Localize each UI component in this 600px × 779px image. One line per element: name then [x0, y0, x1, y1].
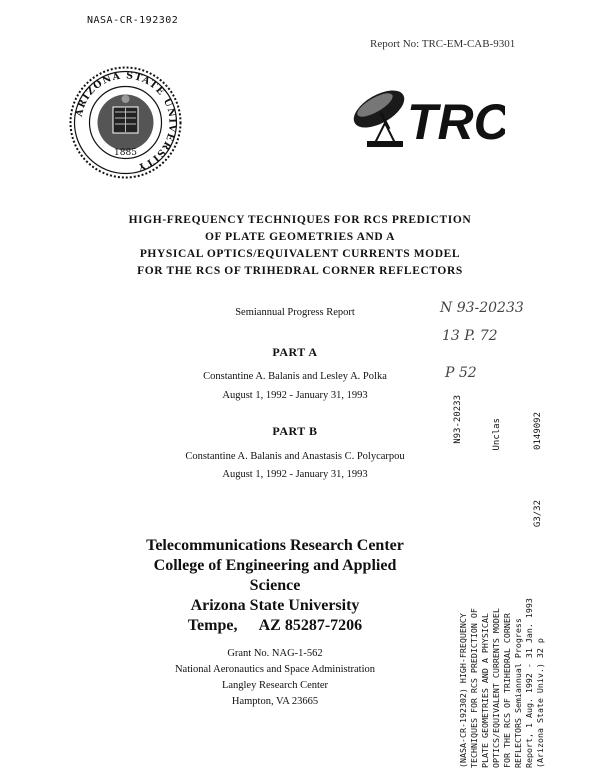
part-a-dates: August 1, 1992 - January 31, 1993 [222, 390, 368, 401]
org-line-1: Telecommunications Research Center [146, 537, 404, 554]
report-title [0, 212, 600, 280]
report-type: Semiannual Progress Report [235, 307, 355, 318]
university-seal [68, 65, 183, 180]
citation-line: Report, 1 Aug. 1992 - 31 Jan. 1993 [524, 598, 534, 768]
handwritten-note-1: N 93-20233 [440, 300, 524, 316]
title-line-1: HIGH-FREQUENCY TECHNIQUES FOR RCS PREDICTION [128, 214, 472, 226]
title-line-3: PHYSICAL OPTICS/EQUIVALENT CURRENTS MODEL [139, 248, 461, 260]
grant-agency: National Aeronautics and Space Administration [174, 664, 376, 675]
part-b-authors: Constantine A. Balanis and Anastasis C. Polycarpou [185, 451, 405, 462]
handwritten-note-2: 13 P. 72 [442, 328, 498, 344]
title-line-4: FOR THE RCS OF TRIHEDRAL CORNER REFLECTORS [137, 265, 463, 277]
citation-line: (Arizona State Univ.) 32 p [535, 638, 545, 768]
citation-line: TECHNIQUES FOR RCS PREDICTION OF [469, 608, 479, 768]
stamp-id: 0149092 [533, 412, 543, 450]
part-b-label: PART B [272, 424, 318, 438]
grant-center: Langley Research Center [221, 680, 329, 691]
grant-number: Grant No. NAG-1-562 [227, 648, 323, 659]
stamp-status: Unclas [492, 418, 502, 451]
citation-line: REFLECTORS Semiannual Progress [513, 618, 523, 768]
stamp-category: G3/32 [533, 500, 543, 528]
citation-line: FOR THE RCS OF TRIHEDRAL CORNER [502, 613, 512, 768]
handwritten-note-3: P 52 [445, 365, 477, 381]
grant-block [140, 646, 410, 710]
citation-line: (NASA-CR-192302) HIGH-FREQUENCY [458, 613, 468, 768]
part-a-label: PART A [272, 345, 318, 359]
stamp-accession: N93-20233 [453, 395, 463, 444]
trc-logo-text: TRC [407, 94, 505, 150]
citation-line: OPTICS/EQUIVALENT CURRENTS MODEL [491, 608, 501, 768]
stamp-citation [458, 536, 546, 768]
org-line-3: Arizona State University [190, 597, 360, 614]
org-zip: AZ 85287-7206 [258, 617, 363, 634]
satellite-dish-icon [345, 85, 505, 160]
trc-logo [345, 85, 505, 160]
grant-location: Hampton, VA 23665 [231, 696, 319, 707]
seal-year: 1885 [114, 148, 137, 158]
report-number: Report No: TRC-EM-CAB-9301 [370, 38, 516, 50]
nasa-number: NASA-CR-192302 [87, 15, 179, 26]
org-city-line [130, 616, 420, 636]
org-city: Tempe, [187, 617, 238, 634]
part-b-dates: August 1, 1992 - January 31, 1993 [222, 469, 368, 480]
organization-block [130, 536, 420, 636]
seal-ring-text: ARIZONA STATE UNIVERSITY [73, 70, 178, 173]
part-a-authors: Constantine A. Balanis and Lesley A. Polka [203, 371, 387, 382]
title-line-2: OF PLATE GEOMETRIES AND A [204, 231, 396, 243]
org-line-2: College of Engineering and Applied Science [153, 557, 397, 594]
citation-line: PLATE GEOMETRIES AND A PHYSICAL [480, 613, 490, 768]
